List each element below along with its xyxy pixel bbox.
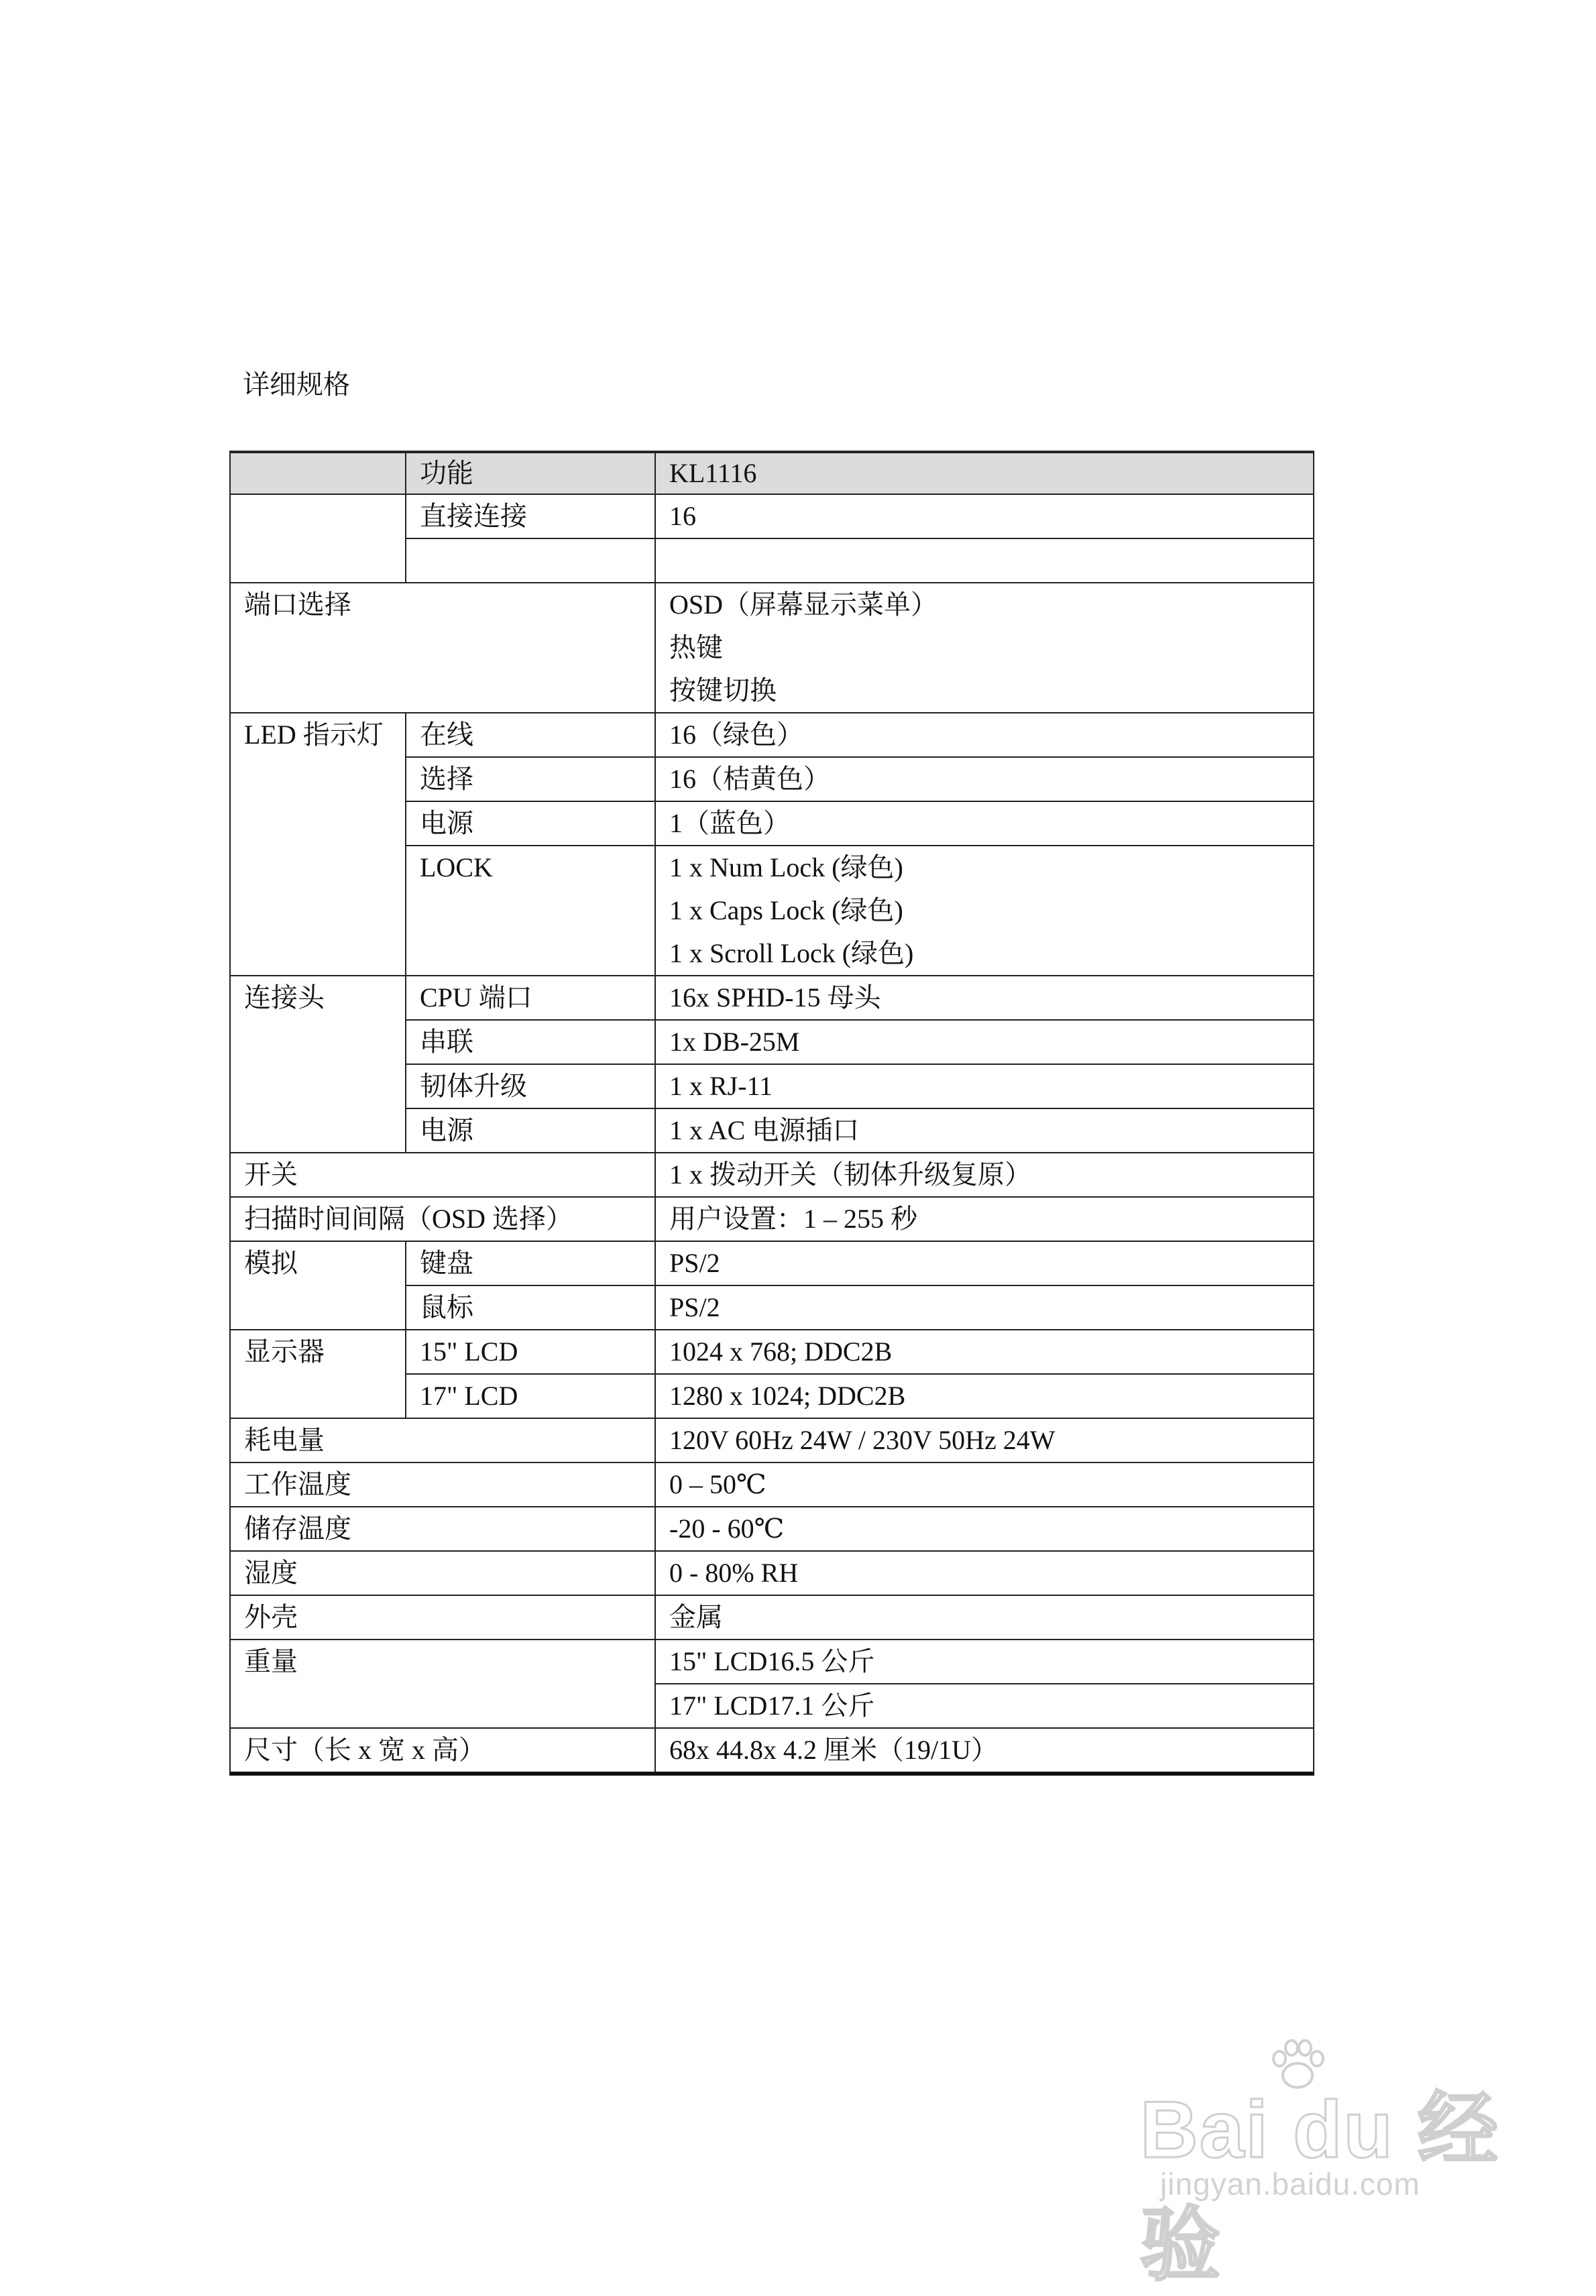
row-value: 用户设置：1 – 255 秒	[655, 1197, 1314, 1241]
table-row	[230, 1241, 1314, 1285]
row-value: 16	[655, 494, 1314, 538]
row-value: 1x DB-25M	[655, 1020, 1314, 1064]
empty-cell	[406, 538, 655, 583]
row-sublabel: 鼠标	[406, 1285, 655, 1330]
row-label: 连接头	[230, 976, 406, 1153]
row-value: 0 – 50℃	[655, 1462, 1314, 1507]
row-value	[655, 583, 1314, 713]
row-value: 金属	[655, 1595, 1314, 1640]
table-row	[230, 1462, 1314, 1507]
row-sublabel: 键盘	[406, 1241, 655, 1285]
table-row	[230, 1595, 1314, 1640]
header-blank-cell	[230, 452, 406, 494]
row-value: 1024 x 768; DDC2B	[655, 1330, 1314, 1374]
row-sublabel: 在线	[406, 713, 655, 757]
table-row	[230, 713, 1314, 757]
table-row	[230, 1153, 1314, 1197]
row-value	[655, 846, 1314, 976]
row-value: 68x 44.8x 4.2 厘米（19/1U）	[655, 1728, 1314, 1774]
value-line: 1 x Num Lock (绿色)	[669, 852, 903, 882]
table-row	[230, 1551, 1314, 1595]
row-sublabel: 15" LCD	[406, 1330, 655, 1374]
empty-cell	[655, 538, 1314, 583]
row-sublabel: LOCK	[406, 846, 655, 976]
row-value: 16（绿色）	[655, 713, 1314, 757]
value-line: 热键	[669, 632, 723, 663]
value-line: 按键切换	[669, 675, 777, 705]
watermark-url: jingyan.baidu.com	[1160, 2167, 1420, 2201]
row-label: LED 指示灯	[230, 713, 406, 976]
row-sublabel: 17" LCD	[406, 1374, 655, 1418]
row-value: 1280 x 1024; DDC2B	[655, 1374, 1314, 1418]
table-row	[230, 976, 1314, 1020]
table-row	[230, 494, 1314, 538]
table-row	[230, 583, 1314, 713]
row-value: -20 - 60℃	[655, 1507, 1314, 1551]
baidu-jingyan-watermark	[1140, 2039, 1516, 2290]
row-sublabel: 直接连接	[406, 494, 655, 538]
row-value: 1 x 拨动开关（韧体升级复原）	[655, 1153, 1314, 1197]
row-label-empty	[230, 494, 406, 583]
row-label: 端口选择	[230, 583, 655, 713]
row-value: 1（蓝色）	[655, 801, 1314, 846]
row-label: 扫描时间间隔（OSD 选择）	[230, 1197, 655, 1241]
row-label: 显示器	[230, 1330, 406, 1418]
row-value: 1 x AC 电源插口	[655, 1108, 1314, 1153]
row-label: 尺寸（长 x 宽 x 高）	[230, 1728, 655, 1774]
row-label: 湿度	[230, 1551, 655, 1595]
row-value: 15" LCD16.5 公斤	[655, 1640, 1314, 1684]
table-header-row	[230, 452, 1314, 494]
row-label: 外壳	[230, 1595, 655, 1640]
section-heading: 详细规格	[243, 369, 350, 400]
row-label: 工作温度	[230, 1462, 655, 1507]
row-value: 120V 60Hz 24W / 230V 50Hz 24W	[655, 1418, 1314, 1462]
row-sublabel: 韧体升级	[406, 1064, 655, 1108]
row-label: 重量	[230, 1640, 655, 1728]
row-value: 17" LCD17.1 公斤	[655, 1684, 1314, 1728]
row-label: 开关	[230, 1153, 655, 1197]
row-value: PS/2	[655, 1285, 1314, 1330]
table-row	[230, 1418, 1314, 1462]
header-model: KL1116	[655, 452, 1314, 494]
row-sublabel: 电源	[406, 801, 655, 846]
row-sublabel: 电源	[406, 1108, 655, 1153]
value-line: 1 x Scroll Lock (绿色)	[669, 938, 914, 968]
spec-table	[229, 451, 1314, 1776]
row-sublabel: 选择	[406, 757, 655, 801]
row-value: PS/2	[655, 1241, 1314, 1285]
row-value: 16（桔黄色）	[655, 757, 1314, 801]
table-row	[230, 1640, 1314, 1684]
row-label: 储存温度	[230, 1507, 655, 1551]
row-sublabel: 串联	[406, 1020, 655, 1064]
table-row	[230, 1330, 1314, 1374]
row-value: 16x SPHD-15 母头	[655, 976, 1314, 1020]
row-value: 0 - 80% RH	[655, 1551, 1314, 1595]
row-value: 1 x RJ-11	[655, 1064, 1314, 1108]
watermark-brand: Bai du 经验	[1140, 2085, 1500, 2290]
value-line: 1 x Caps Lock (绿色)	[669, 895, 903, 925]
table-row	[230, 1728, 1314, 1774]
row-sublabel: CPU 端口	[406, 976, 655, 1020]
row-label: 模拟	[230, 1241, 406, 1330]
row-label: 耗电量	[230, 1418, 655, 1462]
table-row	[230, 1507, 1314, 1551]
value-line: OSD（屏幕显示菜单）	[669, 589, 938, 620]
header-feature: 功能	[406, 452, 655, 494]
table-row	[230, 1197, 1314, 1241]
